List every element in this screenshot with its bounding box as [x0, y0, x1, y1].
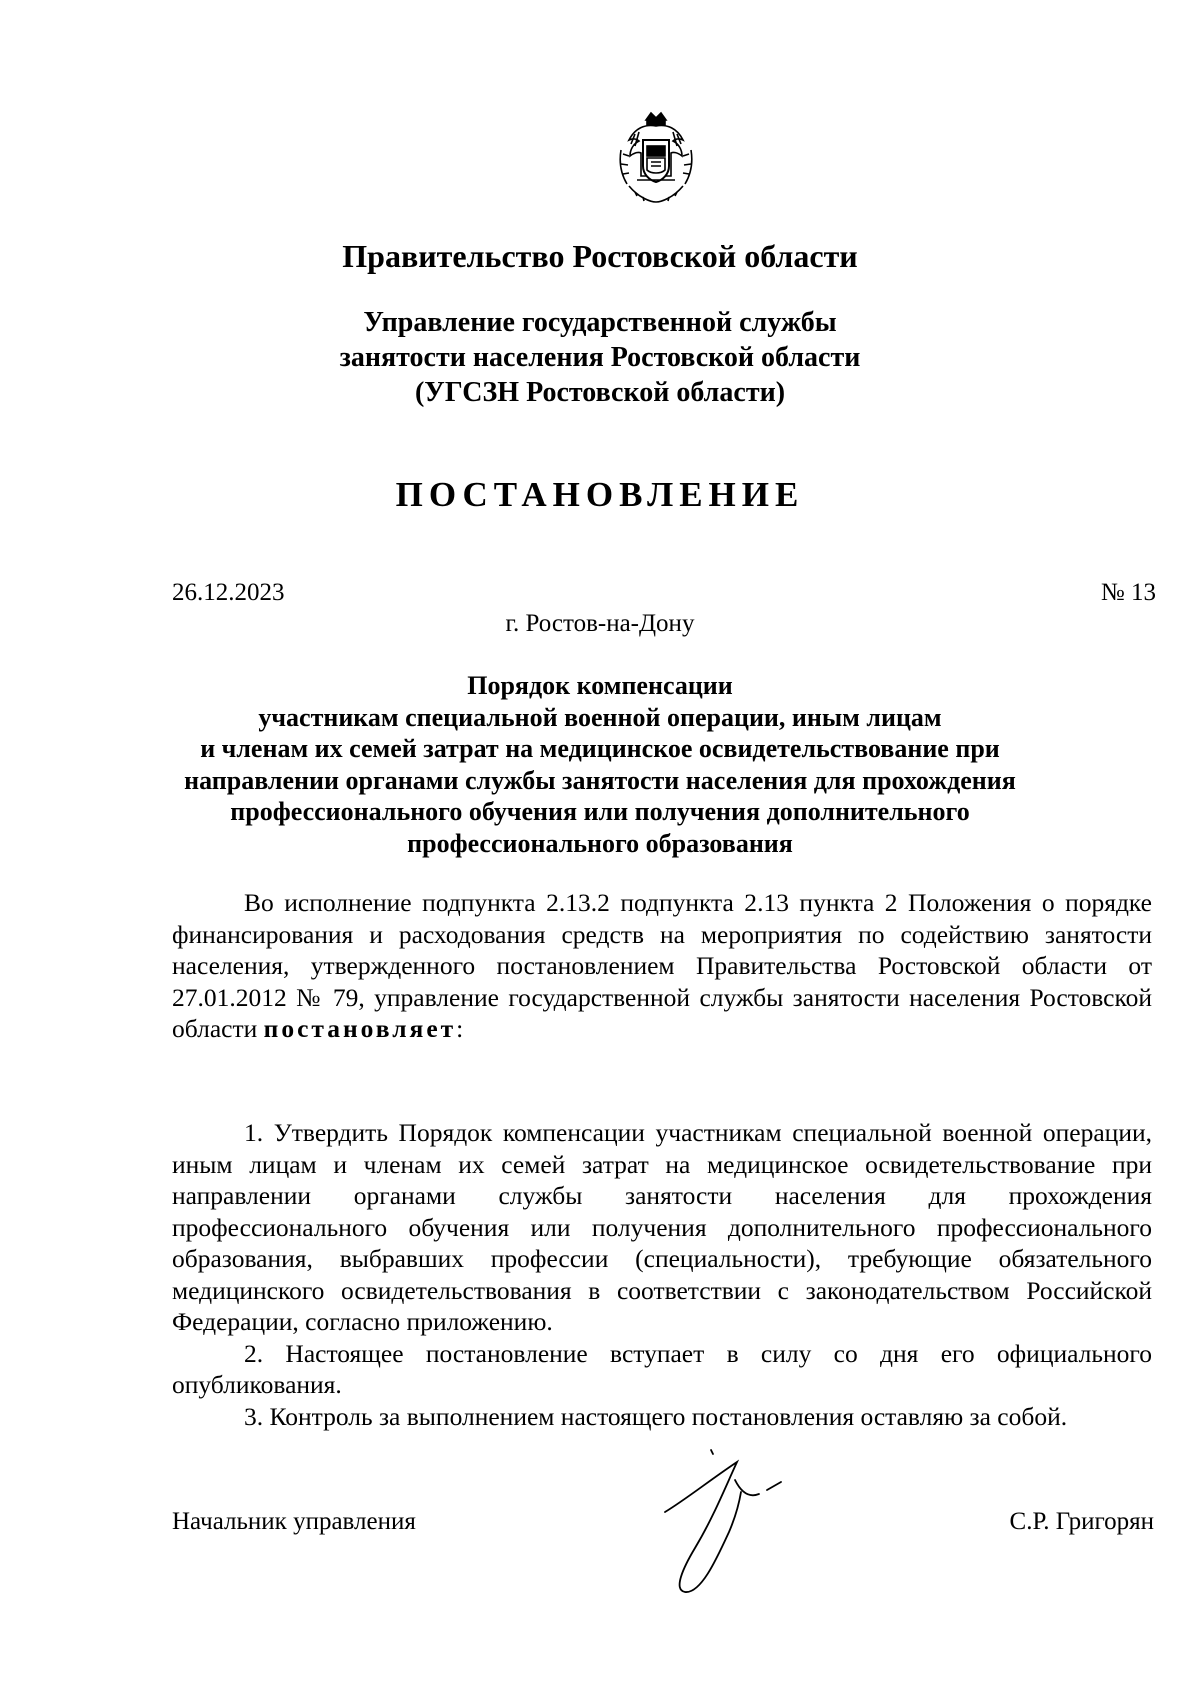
resolves-colon: : [456, 1014, 464, 1043]
preamble-text: Во исполнение подпункта 2.13.2 подпункта 2.13 пункта 2 Положения о порядке финансирования и расходования средств на мероприятия по содействию занятости населения, утвержденного постановлением Правительства Ростовской области от 27.01.2012 № 79, управление государственной службы занятости населения Ростовской области [172, 888, 1152, 1043]
department-line-3: (УГСЗН Ростовской области) [414, 377, 786, 408]
subject-line-3: и членам их семей затрат на медицинское освидетельствование при [200, 734, 1000, 763]
department-line-2: занятости населения Ростовской области [339, 342, 861, 373]
department-name [0, 305, 1200, 410]
item-2: 2. Настоящее постановление вступает в силу со дня его официального опубликования. [172, 1338, 1152, 1399]
subject-line-6: профессионального образования [407, 828, 793, 858]
item-1: 1. Утвердить Порядок компенсации участникам специальной военной операции, иным лицам и членам их семей затрат на медицинское освидетельствование при направлении органами службы занятости населения для прохождения профессионального обучения или получения дополнительного профессионального образования, выбравших профессии (специальности), требующие обязательного медицинского освидетельствования в соответствии с законодательством Российской Федерации, согласно приложению. [172, 1118, 1152, 1336]
subject-line-4: направлении органами службы занятости населения для прохождения [184, 765, 1016, 795]
resolves-word: постановляет [263, 1014, 457, 1043]
document-type: ПОСТАНОВЛЕНИЕ [395, 475, 805, 514]
subject-line-2: участникам специальной военной операции, иным лицам [258, 702, 942, 732]
coat-of-arms-icon [611, 110, 701, 206]
signatory-position: Начальник управления [172, 1508, 416, 1535]
document-subject [0, 670, 1200, 859]
document-city: г. Ростов-на-Дону [505, 610, 695, 637]
subject-line-1: Порядок компенсации [467, 671, 733, 700]
document-date: 26.12.2023 [172, 579, 285, 606]
signatory-name: С.Р. Григорян [1009, 1508, 1154, 1535]
document-number: № 13 [1100, 579, 1156, 606]
department-line-1: Управление государственной службы [363, 307, 837, 338]
resolution-items [172, 1117, 1152, 1432]
preamble-paragraph [172, 887, 1152, 1045]
item-3: 3. Контроль за выполнением настоящего постановления оставляю за собой. [244, 1401, 1068, 1431]
subject-line-5: профессионального обучения или получения дополнительного [230, 797, 970, 826]
government-title: Правительство Ростовской области [342, 238, 858, 274]
handwritten-signature [655, 1440, 815, 1610]
